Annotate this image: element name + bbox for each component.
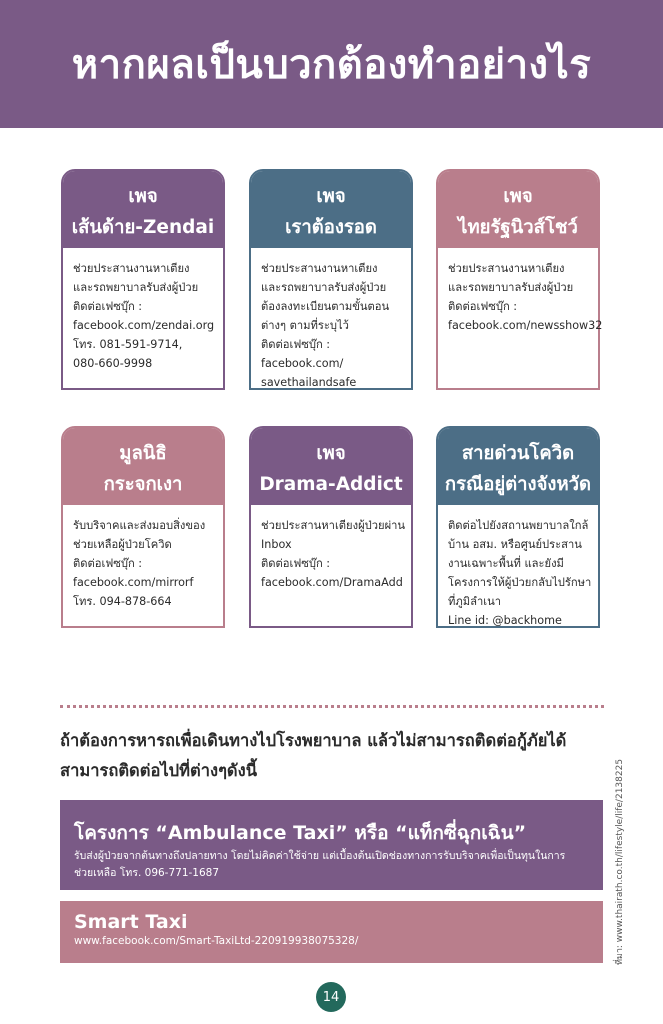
card-body — [63, 505, 223, 619]
card-covid-hotline — [436, 426, 600, 628]
card-body — [438, 505, 598, 638]
card-link[interactable]: facebook.com/zendai.org — [73, 319, 215, 332]
card-text-line: ต้องลงทะเบียนตามขั้นตอน — [261, 300, 390, 313]
note-line: สามารถติดต่อไปที่ต่างๆดังนี้ — [60, 761, 257, 780]
ambulance-taxi-desc: รับส่งผู้ป่วยจากต้นทางถึงปลายทาง โดยไม่คิดค่าใช้จ่าย แต่เบื้องต้นเปิดช่องทางการรับบริจาคเพื่อเป็นทุนในการ — [74, 850, 566, 862]
card-header-line: Drama-Addict — [259, 474, 403, 495]
card-link[interactable]: facebook.com/mirrorf — [73, 576, 194, 589]
card-text-line: งานเฉพาะพื้นที่ และยังมี — [448, 557, 564, 570]
card-text-line: รับบริจาคและส่งมอบสิ่งของ — [73, 519, 206, 532]
card-text-line: ช่วยประสานงานหาเตียง — [73, 262, 190, 275]
card-header-line: เราต้องรอด — [285, 217, 377, 238]
card-text-line: ติดต่อเฟซบุ๊ก : — [261, 557, 331, 570]
card-text-line: ช่วยประสานหาเตียงผู้ป่วยผ่าน — [261, 519, 406, 532]
ambulance-taxi-title: โครงการ “Ambulance Taxi” หรือ “แท็กซี่ฉุกเฉิน” — [74, 822, 527, 844]
card-mirror-foundation — [61, 426, 225, 628]
card-text-line: ติดต่อเฟซบุ๊ก : — [448, 300, 518, 313]
card-text-line: โทร. 094-878-664 — [73, 595, 172, 608]
card-body — [63, 248, 223, 381]
card-text-line: 080-660-9998 — [73, 357, 153, 370]
card-text-line: ช่วยเหลือผู้ป่วยโควิด — [73, 538, 172, 551]
card-header-line: เพจ — [503, 186, 533, 207]
ambulance-taxi-phone: ช่วยเหลือ โทร. 096-771-1687 — [74, 867, 220, 879]
card-header-line: เพจ — [316, 186, 346, 207]
card-header — [63, 171, 223, 248]
page-number-badge: 14 — [316, 982, 346, 1012]
card-text-line: บ้าน อสม. หรือศูนย์ประสาน — [448, 538, 582, 551]
card-raotongrod — [249, 169, 413, 390]
card-link[interactable]: facebook.com/ — [261, 357, 344, 370]
card-header — [438, 171, 598, 248]
ambulance-taxi-band — [60, 800, 603, 890]
card-text-line: ช่วยประสานงานหาเตียง — [261, 262, 378, 275]
card-drama-addict — [249, 426, 413, 628]
card-text-line: โทร. 081-591-9714, — [73, 338, 183, 351]
card-header-line: เส้นด้าย-Zendai — [71, 217, 215, 238]
card-text-line: ที่ภูมิลำเนา — [448, 595, 502, 608]
card-thairath-newsshow — [436, 169, 603, 390]
card-header — [438, 428, 598, 505]
card-text-line: ติดต่อไปยังสถานพยาบาลใกล้ — [448, 519, 589, 532]
card-header-line: เพจ — [316, 443, 346, 464]
title-banner — [0, 0, 663, 128]
card-text-line: ติดต่อเฟซบุ๊ก : — [73, 557, 143, 570]
note-line: ถ้าต้องการหารถเพื่อเดินทางไปโรงพยาบาล แล้วไม่สามารถติดต่อกู้ภัยได้ — [60, 731, 567, 750]
transport-note — [60, 726, 566, 786]
card-body — [251, 505, 411, 600]
card-header-line: มูลนิธิ — [119, 443, 167, 464]
card-text-line: ต่างๆ ตามที่ระบุไว้ — [261, 319, 349, 332]
card-link[interactable]: facebook.com/DramaAdd — [261, 576, 403, 589]
card-header-line: ไทยรัฐนิวส์โชว์ — [458, 217, 578, 238]
dotted-divider — [60, 705, 604, 708]
card-link[interactable]: facebook.com/newsshow32 — [448, 319, 603, 332]
card-text-line: ช่วยประสานงานหาเตียง — [448, 262, 565, 275]
card-header-line: กรณีอยู่ต่างจังหวัด — [444, 474, 592, 495]
card-text-line: Inbox — [261, 538, 292, 551]
card-text-line: และรถพยาบาลรับส่งผู้ป่วย — [73, 281, 199, 294]
smart-taxi-band — [60, 901, 603, 963]
card-text-line: Line id: @backhome — [448, 614, 562, 627]
card-header — [251, 171, 411, 248]
card-zendai — [61, 169, 225, 390]
card-body — [438, 248, 603, 343]
smart-taxi-link[interactable]: www.facebook.com/Smart-TaxiLtd-220919938075328/ — [74, 935, 359, 947]
card-text-line: ติดต่อเฟซบุ๊ก : — [73, 300, 143, 313]
card-link[interactable]: savethailandsafe — [261, 376, 357, 389]
card-text-line: และรถพยาบาลรับส่งผู้ป่วย — [448, 281, 574, 294]
card-header — [63, 428, 223, 505]
source-credit: ที่มา: www.thairath.co.th/lifestyle/life/2138225 — [615, 758, 625, 965]
card-text-line: และรถพยาบาลรับส่งผู้ป่วย — [261, 281, 387, 294]
page-title: หากผลเป็นบวกต้องทำอย่างไร — [71, 42, 592, 88]
smart-taxi-title: Smart Taxi — [74, 911, 188, 933]
card-header-line: เพจ — [128, 186, 158, 207]
card-text-line: โครงการให้ผู้ป่วยกลับไปรักษา — [448, 576, 592, 589]
card-body — [251, 248, 411, 400]
card-header-line: สายด่วนโควิด — [461, 443, 575, 464]
card-text-line: ติดต่อเฟซบุ๊ก : — [261, 338, 331, 351]
card-header-line: กระจกเงา — [103, 474, 183, 495]
card-header — [251, 428, 411, 505]
